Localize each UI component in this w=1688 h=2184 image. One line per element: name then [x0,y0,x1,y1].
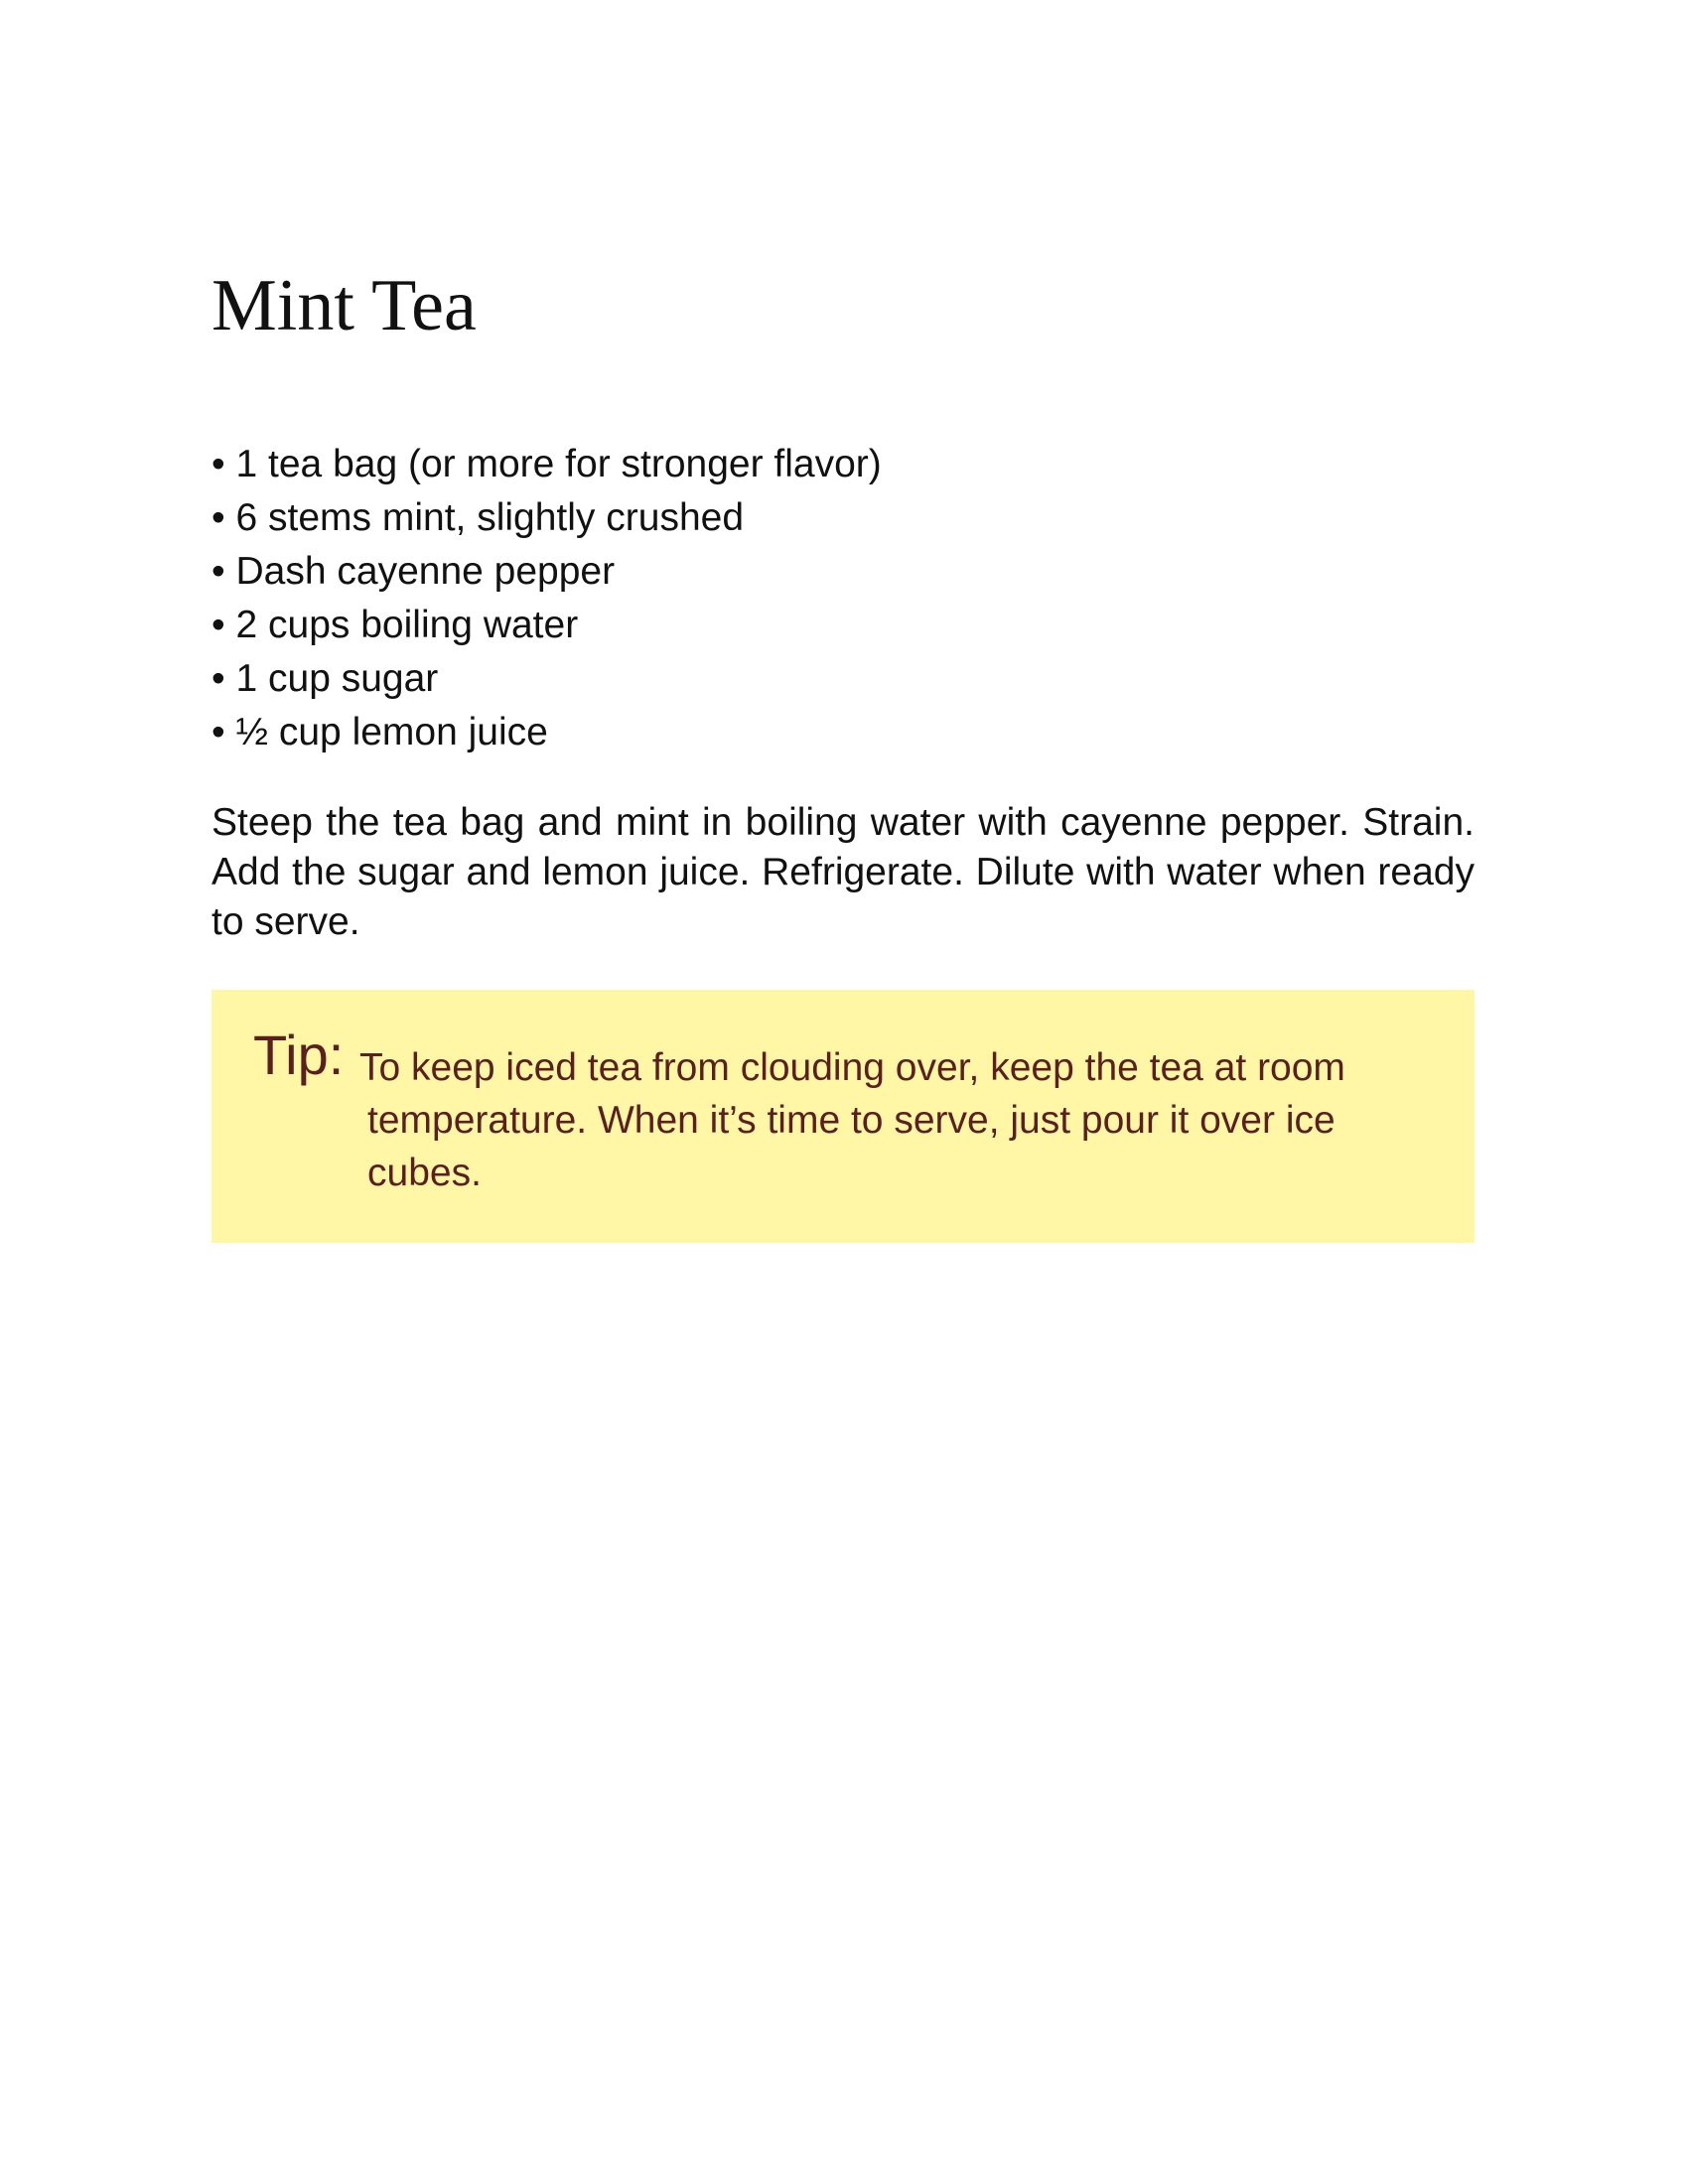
tip-text [211,1041,1443,1199]
ingredient-item: • 6 stems mint, slightly crushed [211,491,882,545]
tip-label: Tip: [253,1024,345,1086]
ingredient-item: • ½ cup lemon juice [211,706,882,759]
ingredient-item: • Dash cayenne pepper [211,545,882,599]
ingredient-item: • 1 tea bag (or more for stronger flavor) [211,438,882,491]
ingredient-item: • 2 cups boiling water [211,599,882,652]
recipe-page [211,0,1475,2184]
recipe-title: Mint Tea [211,265,477,346]
tip-text-content: To keep iced tea from clouding over, keep the tea at room temperature. When it’s time to serve, just pour it over ice cubes. [359,1046,1345,1194]
ingredient-item: • 1 cup sugar [211,652,882,706]
recipe-directions: Steep the tea bag and mint in boiling water with cayenne pepper. Strain. Add the sugar and lemon juice. Refrigerate. Dilute with water when ready to serve. [211,801,1475,943]
tip-box [211,990,1475,1243]
ingredient-list [211,438,882,759]
